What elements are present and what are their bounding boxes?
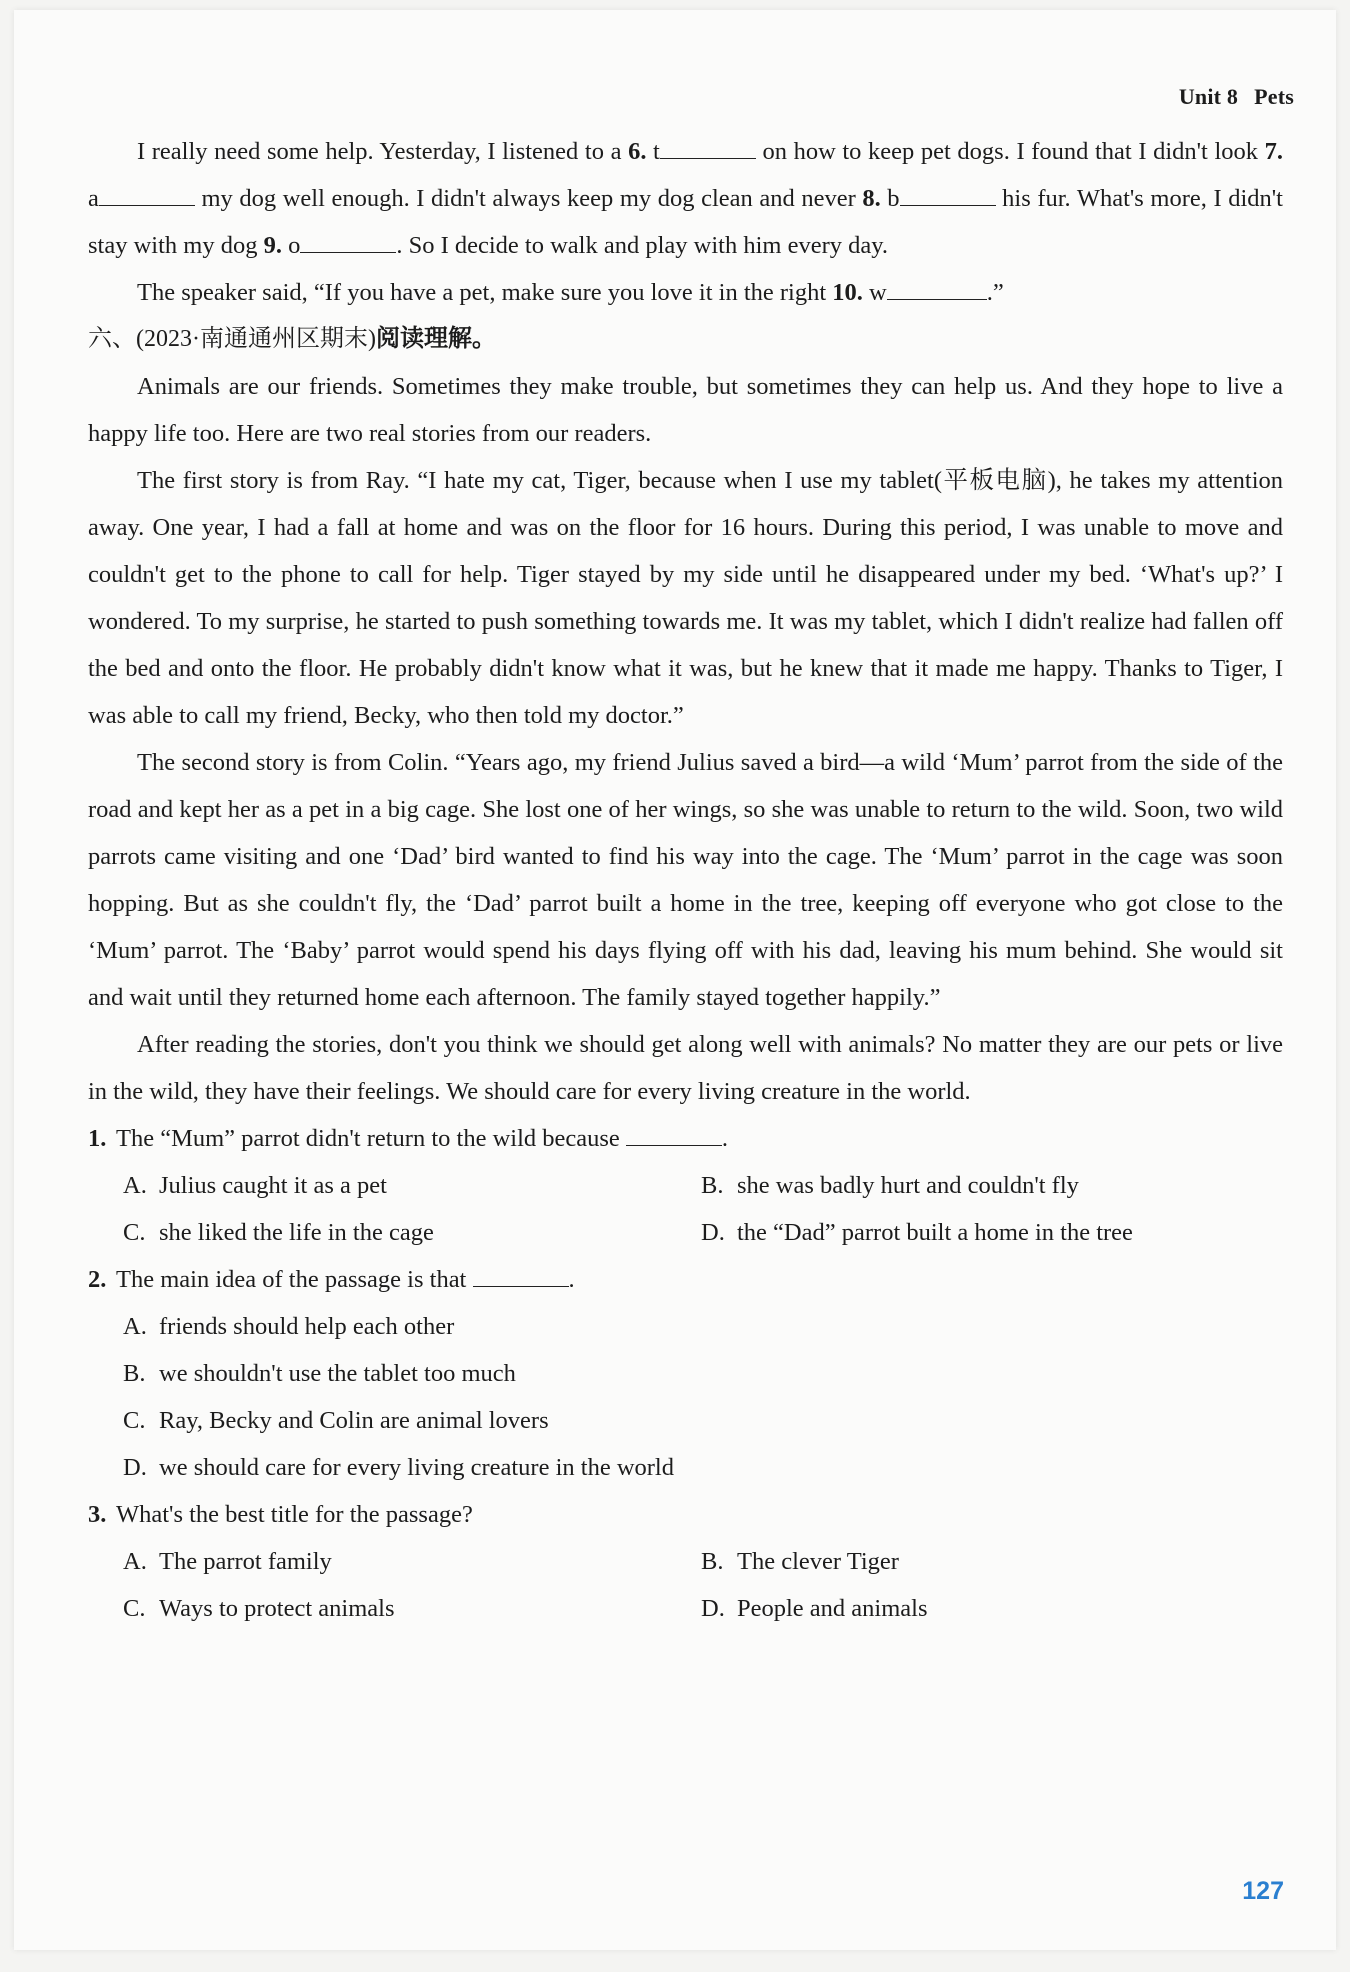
option-c[interactable]: [123, 1397, 1283, 1444]
option-a[interactable]: [123, 1538, 701, 1585]
blank-hint-9: o: [281, 232, 301, 259]
text-run: my dog well enough. I didn't always keep my dog clean and never: [194, 185, 863, 212]
options: [88, 1538, 1283, 1632]
option-text: Ray, Becky and Colin are animal lovers: [159, 1407, 549, 1434]
option-text: friends should help each other: [159, 1313, 455, 1340]
question-number: 3.: [88, 1501, 107, 1528]
options: [88, 1303, 1283, 1491]
blank-8[interactable]: [900, 183, 996, 206]
text-run: his fur. What's more, I didn't stay with my dog: [88, 185, 1283, 259]
passage-paragraph-3: The second story is from Colin. “Years ago, my friend Julius saved a bird—a wild ‘Mum’ parrot from the side of the road and kept her as a pet in a big cage. She lost one of her wings, so she was unable to return to the wild. Soon, two wild parrots came visiting and one ‘Dad’ bird wanted to find his way into the cage. The ‘Mum’ parrot in the cage was soon hopping. But as she couldn't fly, the ‘Dad’ parrot built a home in the tree, keeping off everyone who got close to the ‘Mum’ parrot. The ‘Baby’ parrot would spend his days flying off with his dad, leaving his mum behind. She would sit and wait until they returned home each afternoon. The family stayed together happily.”: [88, 749, 1283, 1011]
blank-number-6: 6.: [628, 138, 647, 165]
running-header: [1179, 84, 1294, 110]
blank-hint-6: t: [646, 138, 660, 165]
option-label: A.: [123, 1313, 147, 1340]
option-text: we shouldn't use the tablet too much: [159, 1360, 516, 1387]
question-stem: [88, 1491, 1283, 1538]
option-label: C.: [123, 1595, 146, 1622]
question-text: The main idea of the passage is that: [116, 1266, 473, 1293]
blank-hint-7: a: [88, 185, 99, 212]
option-text: we should care for every living creature in the world: [159, 1454, 674, 1481]
option-label: A.: [123, 1548, 147, 1575]
answer-blank[interactable]: [626, 1123, 722, 1146]
option-label: D.: [123, 1454, 147, 1481]
blank-7[interactable]: [99, 183, 195, 206]
blank-number-10: 10.: [832, 279, 863, 306]
passage-paragraph-1: Animals are our friends. Sometimes they make trouble, but sometimes they can help us. And they hope to live a happy life too. Here are two real stories from our readers.: [88, 373, 1283, 447]
question-text: The “Mum” parrot didn't return to the wild because: [116, 1125, 626, 1152]
option-label: B.: [701, 1172, 724, 1199]
option-b[interactable]: [701, 1538, 1279, 1585]
unit-title: Pets: [1254, 84, 1294, 109]
blank-number-8: 8.: [862, 185, 881, 212]
question-stem: [88, 1115, 1283, 1162]
question-number: 1.: [88, 1125, 107, 1152]
option-text: she liked the life in the cage: [159, 1219, 434, 1246]
option-text: Julius caught it as a pet: [159, 1172, 387, 1199]
option-text: she was badly hurt and couldn't fly: [737, 1172, 1079, 1199]
option-label: D.: [701, 1595, 725, 1622]
text-run: . So I decide to walk and play with him every day.: [396, 232, 889, 259]
option-text: the “Dad” parrot built a home in the tree: [737, 1219, 1133, 1246]
option-text: Ways to protect animals: [159, 1595, 395, 1622]
option-label: A.: [123, 1172, 147, 1199]
question-1: [88, 1115, 1283, 1256]
question-3: [88, 1491, 1283, 1632]
blank-10[interactable]: [887, 277, 987, 300]
option-d[interactable]: [701, 1585, 1279, 1632]
blank-number-9: 9.: [263, 232, 282, 259]
option-label: B.: [123, 1360, 146, 1387]
option-text: The clever Tiger: [737, 1548, 899, 1575]
question-stem: [88, 1256, 1283, 1303]
answer-blank[interactable]: [473, 1264, 569, 1287]
option-b[interactable]: [701, 1162, 1279, 1209]
text-run: I really need some help. Yesterday, I listened to a: [137, 138, 629, 165]
passage-paragraph-2: The first story is from Ray. “I hate my cat, Tiger, because when I use my tablet(平板电脑), he takes my attention away. One year, I had a fall at home and was on the floor for 16 hours. During this period, I was unable to move and couldn't get to the phone to call for help. Tiger stayed by my side until he disappeared under my bed. ‘What's up?’ I wondered. To my surprise, he started to push something towards me. It was my tablet, which I didn't realize had fallen off the bed and onto the floor. He probably didn't know what it was, but he knew that it made me happy. Thanks to Tiger, I was able to call my friend, Becky, who then told my doctor.”: [88, 467, 1283, 729]
blank-6[interactable]: [660, 136, 756, 159]
option-d[interactable]: [123, 1444, 1283, 1491]
letter-paragraph-2: [88, 269, 1283, 316]
option-c[interactable]: [123, 1209, 701, 1256]
option-a[interactable]: [123, 1303, 1283, 1350]
unit-label: Unit 8: [1178, 84, 1239, 109]
option-b[interactable]: [123, 1350, 1283, 1397]
blank-hint-8: b: [880, 185, 900, 212]
blank-hint-10: w: [862, 279, 887, 306]
page-number: 127: [1242, 1877, 1284, 1905]
option-label: D.: [701, 1219, 725, 1246]
page-content: [88, 128, 1283, 1632]
text-run: .”: [986, 279, 1004, 306]
option-d[interactable]: [701, 1209, 1279, 1256]
question-2: [88, 1256, 1283, 1491]
section-source: 六、(2023·南通通州区期末): [88, 326, 376, 352]
blank-number-7: 7.: [1264, 138, 1284, 165]
question-text-end: .: [568, 1266, 575, 1293]
worksheet-page: [14, 10, 1336, 1950]
option-label: C.: [123, 1219, 146, 1246]
letter-paragraph-1: [88, 128, 1283, 269]
option-text: People and animals: [737, 1595, 928, 1622]
question-text-end: .: [721, 1125, 729, 1152]
option-c[interactable]: [123, 1585, 701, 1632]
blank-9[interactable]: [300, 230, 396, 253]
section-title: 阅读理解。: [375, 326, 496, 352]
section-heading: [88, 316, 1283, 363]
text-run: The speaker said, “If you have a pet, make sure you love it in the right: [137, 279, 833, 306]
question-text: What's the best title for the passage?: [116, 1501, 473, 1528]
option-a[interactable]: [123, 1162, 701, 1209]
passage-paragraph-4: After reading the stories, don't you think we should get along well with animals? No matter they are our pets or live in the wild, they have their feelings. We should care for every living creature in the world.: [88, 1031, 1283, 1105]
option-text: The parrot family: [159, 1548, 332, 1575]
option-label: C.: [123, 1407, 146, 1434]
text-run: on how to keep pet dogs. I found that I didn't look: [755, 138, 1265, 165]
options: [88, 1162, 1283, 1256]
option-label: B.: [701, 1548, 724, 1575]
question-number: 2.: [88, 1266, 107, 1293]
